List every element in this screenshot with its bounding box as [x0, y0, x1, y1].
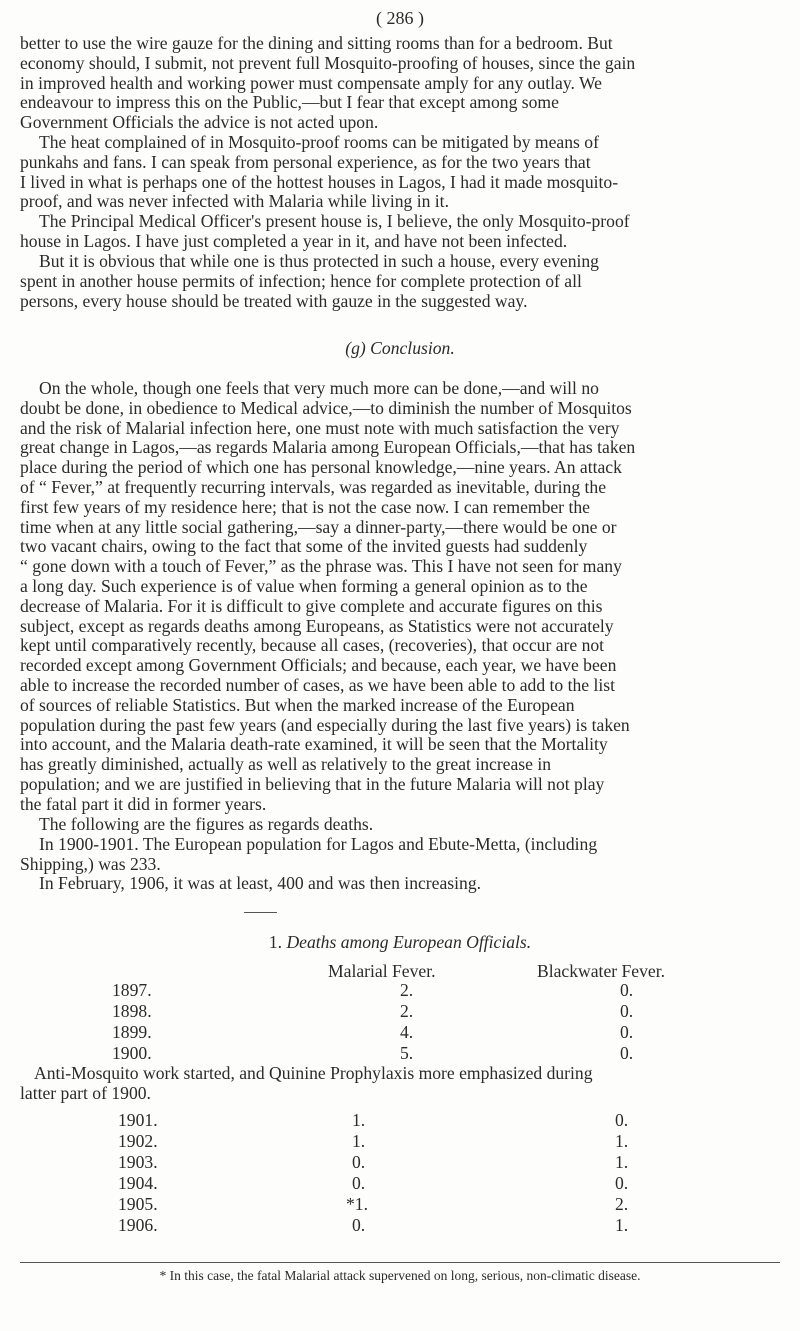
text-line: able to increase the recorded number of cases, as we have been able to add to the list — [20, 674, 616, 695]
text-line: population during the past few years (and especially during the last five years) is taken — [20, 714, 630, 735]
text-line: in improved health and working power must compensate amply for any outlay. We — [20, 72, 602, 93]
text-line: doubt be done, in obedience to Medical advice,—to diminish the number of Mosquitos — [20, 397, 632, 418]
text-line: I lived in what is perhaps one of the hottest houses in Lagos, I had it made mosquito- — [20, 171, 619, 192]
table-note-line: Anti-Mosquito work started, and Quinine Prophylaxis more emphasized during — [34, 1063, 593, 1083]
year-cell: 1901. — [118, 1110, 158, 1130]
text-line: On the whole, though one feels that very much more can be done,—and will no — [39, 378, 599, 398]
text-line: a long day. Such experience is of value when forming a general opinion as to the — [20, 575, 588, 596]
intro-paragraph — [20, 34, 788, 133]
blackwater-cell: 0. — [615, 1173, 629, 1193]
text-line: great change in Lagos,—as regards Malaria among European Officials,—that has taken — [20, 437, 636, 458]
table-number: 1. — [268, 932, 283, 952]
text-line: The Principal Medical Officer's present house is, I believe, the only Mosquito-proof — [39, 211, 630, 231]
table-note-line: latter part of 1900. — [20, 1083, 151, 1103]
malarial-cell: 0. — [352, 1215, 366, 1235]
year-cell: 1900. — [112, 1043, 152, 1063]
text-line: place during the period of which one has personal knowledge,—nine years. An attack — [20, 457, 622, 478]
text-line: into account, and the Malaria death-rate examined, it will be seen that the Mortality — [20, 734, 608, 755]
blackwater-cell: 0. — [620, 1001, 634, 1021]
table-title — [0, 932, 800, 953]
text-line: kept until comparatively recently, because all cases, (recoveries), that occur are not — [20, 635, 605, 656]
text-line: The heat complained of in Mosquito-proof rooms can be mitigated by means of — [39, 132, 599, 152]
text-line: subject, except as regards deaths among Europeans, as Statistics were not accurately — [20, 615, 614, 636]
blackwater-cell: 0. — [620, 980, 634, 1000]
year-cell: 1905. — [118, 1194, 158, 1214]
section-title: Conclusion. — [370, 338, 455, 358]
malarial-cell: 5. — [400, 1043, 414, 1063]
year-cell: 1903. — [118, 1152, 158, 1172]
text-line: Government Officials the advice is not acted upon. — [20, 112, 379, 133]
blackwater-cell: 0. — [615, 1110, 629, 1130]
blackwater-cell: 1. — [615, 1215, 629, 1235]
blackwater-cell: 2. — [615, 1194, 629, 1214]
text-line: time when at any little social gathering,—say a dinner-party,—there would be one or — [20, 516, 617, 537]
paragraph-pmo-house — [20, 212, 788, 252]
text-line: But it is obvious that while one is thus protected in such a house, every evening — [39, 251, 599, 271]
text-line: first few years of my residence here; that is not the case now. I can remember the — [20, 496, 590, 517]
paragraph-protection — [20, 252, 788, 311]
column-header-blackwater: Blackwater Fever. — [537, 961, 665, 981]
blackwater-cell: 1. — [615, 1152, 629, 1172]
text-line: proof, and was never infected with Malaria while living in it. — [20, 191, 449, 212]
malarial-cell: 2. — [400, 1001, 414, 1021]
section-tag: (g) — [345, 338, 366, 358]
table-title-text: Deaths among European Officials. — [286, 932, 532, 952]
text-line: endeavour to impress this on the Public,—but I fear that except among some — [20, 92, 559, 113]
year-cell: 1904. — [118, 1173, 158, 1193]
deaths-paragraph — [20, 815, 788, 894]
malarial-cell: 0. — [352, 1173, 366, 1193]
malarial-cell: 1. — [352, 1131, 366, 1151]
text-line: decrease of Malaria. For it is difficult to give complete and accurate figures on this — [20, 595, 603, 616]
malarial-cell: *1. — [346, 1194, 368, 1214]
text-line: persons, every house should be treated with gauze in the suggested way. — [20, 290, 528, 311]
text-line: the fatal part it did in former years. — [20, 793, 267, 814]
blackwater-cell: 0. — [620, 1043, 634, 1063]
blackwater-cell: 0. — [620, 1022, 634, 1042]
paragraph-heat — [20, 133, 788, 212]
text-line: “ gone down with a touch of Fever,” as the phrase was. This I have not seen for many — [20, 556, 622, 577]
year-cell: 1899. — [112, 1022, 152, 1042]
text-line: two vacant chairs, owing to the fact that some of the invited guests had suddenly — [20, 536, 588, 557]
text-line: Shipping,) was 233. — [20, 853, 161, 874]
text-line: house in Lagos. I have just completed a year in it, and have not been infected. — [20, 230, 568, 251]
text-line: better to use the wire gauze for the dining and sitting rooms than for a bedroom. But — [20, 33, 613, 53]
footnote-rule — [20, 1262, 780, 1263]
text-line: of sources of reliable Statistics. But when the marked increase of the European — [20, 694, 575, 715]
text-line: and the risk of Malarial infection here, one must note with much satisfaction the very — [20, 417, 620, 438]
conclusion-paragraph — [20, 379, 788, 815]
malarial-cell: 0. — [352, 1152, 366, 1172]
section-heading — [0, 338, 800, 359]
text-line: The following are the figures as regards deaths. — [39, 814, 374, 834]
year-cell: 1902. — [118, 1131, 158, 1151]
malarial-cell: 4. — [400, 1022, 414, 1042]
footnote: * In this case, the fatal Malarial attack supervened on long, serious, non-climatic disease. — [159, 1268, 641, 1283]
text-line: punkahs and fans. I can speak from personal experience, as for the two years that — [20, 151, 591, 172]
year-cell: 1906. — [118, 1215, 158, 1235]
blackwater-cell: 1. — [615, 1131, 629, 1151]
malarial-cell: 2. — [400, 980, 414, 1000]
malarial-cell: 1. — [352, 1110, 366, 1130]
text-line: spent in another house permits of infection; hence for complete protection of all — [20, 270, 582, 291]
text-line: has greatly diminished, actually as well as relatively to the great increase in — [20, 754, 552, 775]
year-cell: 1898. — [112, 1001, 152, 1021]
column-header-malarial: Malarial Fever. — [328, 961, 436, 981]
text-line: In February, 1906, it was at least, 400 and was then increasing. — [39, 873, 482, 894]
text-line: In 1900-1901. The European population for Lagos and Ebute-Metta, (including — [39, 833, 598, 854]
text-line: economy should, I submit, not prevent full Mosquito-proofing of houses, since the gain — [20, 52, 636, 73]
page-number: ( 286 ) — [376, 8, 424, 28]
text-line: population; and we are justified in believing that in the future Malaria will not play — [20, 773, 605, 794]
underline-rule — [244, 912, 277, 913]
year-cell: 1897. — [112, 980, 152, 1000]
text-line: recorded except among Government Officials; and because, each year, we have been — [20, 655, 617, 676]
text-line: of “ Fever,” at frequently recurring intervals, was regarded as inevitable, during the — [20, 476, 607, 497]
